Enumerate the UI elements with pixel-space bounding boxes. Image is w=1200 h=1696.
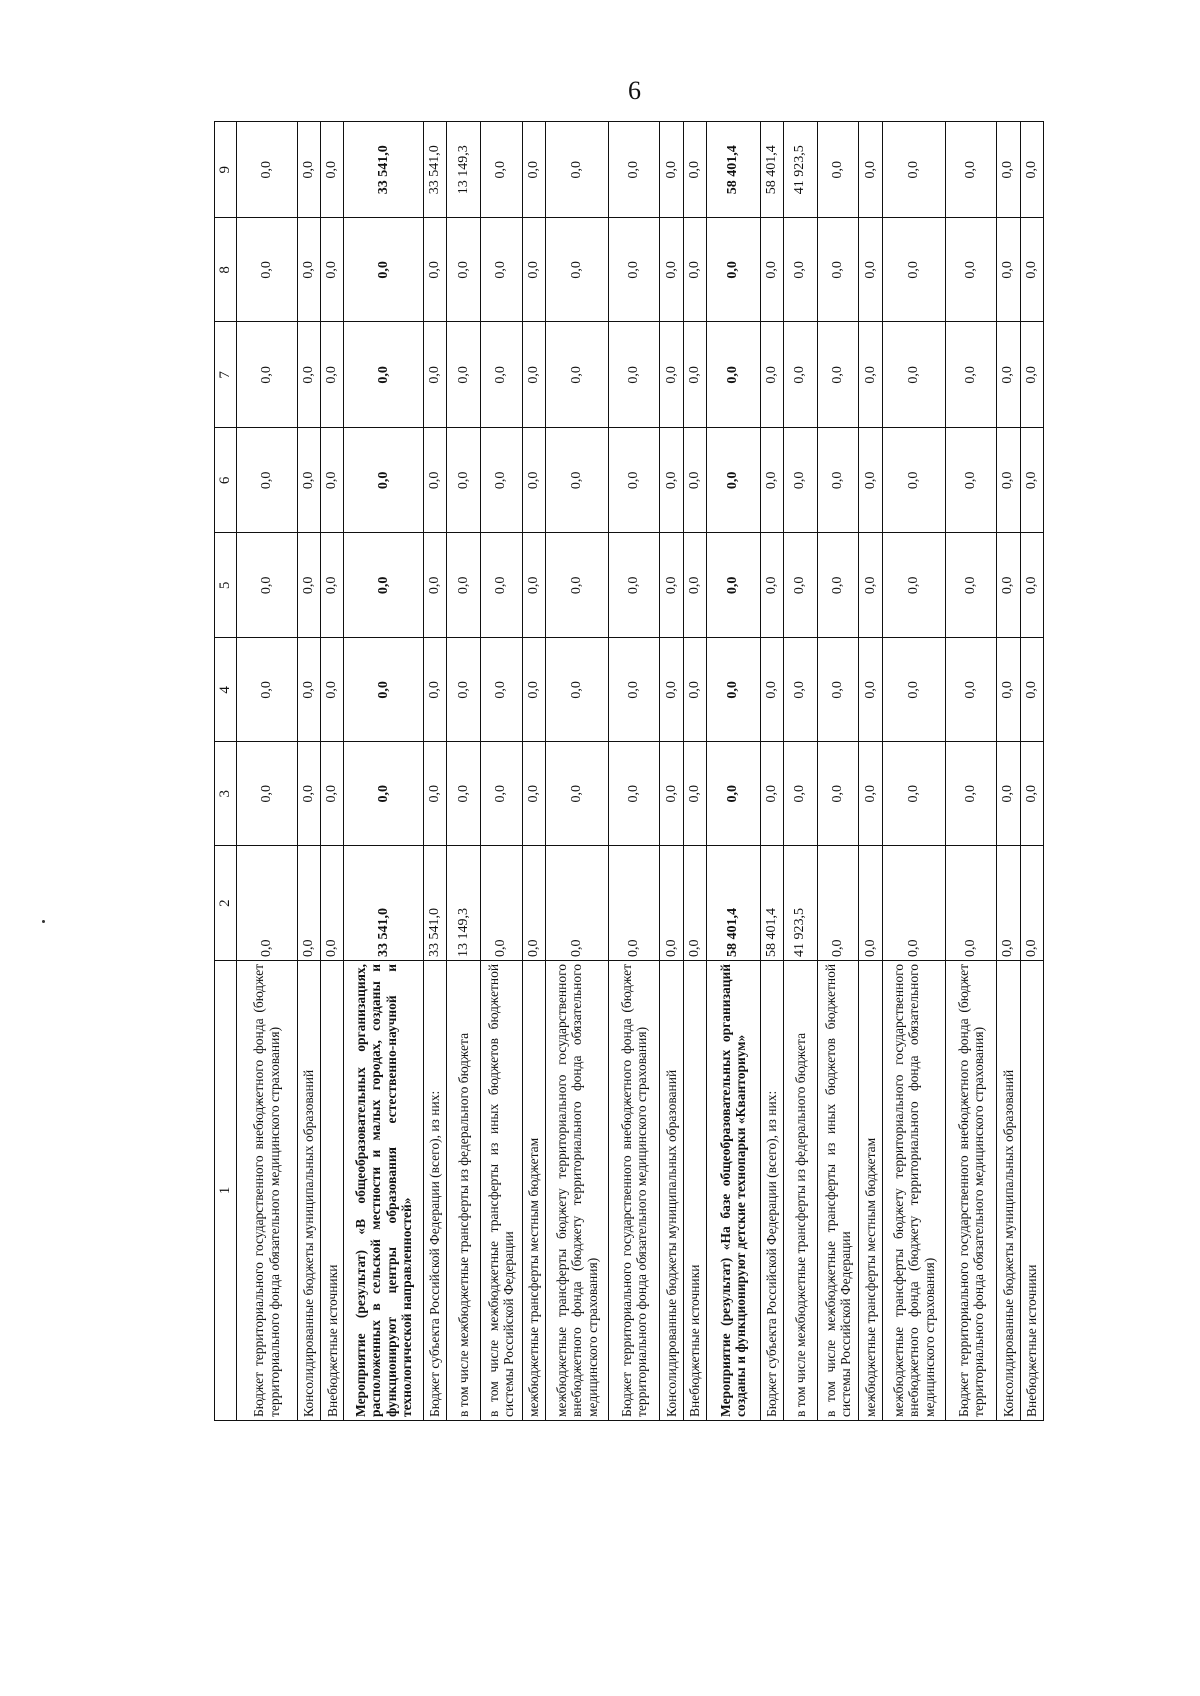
- row-label: в том числе межбюджетные трансферты из федерального бюджета: [783, 960, 817, 1420]
- cell-col-5: 0,0: [522, 533, 545, 638]
- cell-col-9: 0,0: [818, 122, 859, 218]
- cell-col-4: 0,0: [609, 638, 660, 742]
- cell-col-9: 0,0: [321, 122, 344, 218]
- cell-col-8: 0,0: [660, 218, 683, 322]
- cell-col-4: 0,0: [297, 638, 320, 742]
- cell-col-7: 0,0: [297, 322, 320, 428]
- cell-col-7: 0,0: [882, 322, 945, 428]
- cell-col-7: 0,0: [522, 322, 545, 428]
- cell-col-5: 0,0: [783, 533, 817, 638]
- table-row: [818, 122, 859, 1421]
- cell-col-8: 0,0: [321, 218, 344, 322]
- cell-col-9: 58 401,4: [706, 122, 760, 218]
- cell-col-9: 0,0: [882, 122, 945, 218]
- cell-col-2: 0,0: [946, 846, 997, 961]
- budget-table: [214, 121, 1044, 1421]
- cell-col-5: 0,0: [423, 533, 446, 638]
- cell-col-9: 13 149,3: [447, 122, 481, 218]
- cell-col-3: 0,0: [818, 742, 859, 846]
- cell-col-8: 0,0: [859, 218, 882, 322]
- cell-col-8: 0,0: [545, 218, 608, 322]
- cell-col-2: 58 401,4: [706, 846, 760, 961]
- cell-col-7: 0,0: [344, 322, 423, 428]
- cell-col-9: 33 541,0: [344, 122, 423, 218]
- cell-col-4: 0,0: [344, 638, 423, 742]
- row-label: Консолидированные бюджеты муниципальных образований: [297, 960, 320, 1420]
- cell-col-6: 0,0: [447, 428, 481, 533]
- cell-col-7: 0,0: [783, 322, 817, 428]
- cell-col-2: 0,0: [321, 846, 344, 961]
- table-row: [447, 122, 481, 1421]
- cell-col-7: 0,0: [997, 322, 1020, 428]
- cell-col-9: 33 541,0: [423, 122, 446, 218]
- cell-col-6: 0,0: [882, 428, 945, 533]
- cell-col-8: 0,0: [609, 218, 660, 322]
- cell-col-9: 0,0: [522, 122, 545, 218]
- table-row: [946, 122, 997, 1421]
- cell-col-5: 0,0: [237, 533, 298, 638]
- cell-col-2: 0,0: [237, 846, 298, 961]
- cell-col-6: 0,0: [760, 428, 783, 533]
- column-header-6: 6: [215, 428, 237, 533]
- cell-col-9: 0,0: [481, 122, 522, 218]
- row-label: Внебюджетные источники: [1020, 960, 1043, 1420]
- cell-col-6: 0,0: [1020, 428, 1043, 533]
- column-header-1: 1: [215, 960, 237, 1420]
- cell-col-3: 0,0: [783, 742, 817, 846]
- cell-col-9: 0,0: [609, 122, 660, 218]
- cell-col-4: 0,0: [321, 638, 344, 742]
- cell-col-5: 0,0: [321, 533, 344, 638]
- cell-col-5: 0,0: [660, 533, 683, 638]
- cell-col-9: 0,0: [297, 122, 320, 218]
- cell-col-3: 0,0: [760, 742, 783, 846]
- table-row: [997, 122, 1020, 1421]
- table-header-row: [215, 122, 237, 1421]
- cell-col-8: 0,0: [706, 218, 760, 322]
- cell-col-2: 13 149,3: [447, 846, 481, 961]
- row-label: межбюджетные трансферты местным бюджетам: [522, 960, 545, 1420]
- table-row: [545, 122, 608, 1421]
- cell-col-2: 0,0: [859, 846, 882, 961]
- cell-col-3: 0,0: [859, 742, 882, 846]
- cell-col-2: 0,0: [660, 846, 683, 961]
- cell-col-6: 0,0: [297, 428, 320, 533]
- row-label: в том числе межбюджетные трансферты из иных бюджетов бюджетной системы Российской Федерации: [818, 960, 859, 1420]
- cell-col-8: 0,0: [344, 218, 423, 322]
- cell-col-9: 58 401,4: [760, 122, 783, 218]
- cell-col-7: 0,0: [321, 322, 344, 428]
- cell-col-3: 0,0: [609, 742, 660, 846]
- row-label: в том числе межбюджетные трансферты из иных бюджетов бюджетной системы Российской Федерации: [481, 960, 522, 1420]
- row-label: Бюджет субъекта Российской Федерации (всего), из них:: [423, 960, 446, 1420]
- cell-col-2: 33 541,0: [344, 846, 423, 961]
- cell-col-8: 0,0: [481, 218, 522, 322]
- cell-col-6: 0,0: [423, 428, 446, 533]
- cell-col-3: 0,0: [344, 742, 423, 846]
- cell-col-4: 0,0: [859, 638, 882, 742]
- cell-col-7: 0,0: [683, 322, 706, 428]
- column-header-3: 3: [215, 742, 237, 846]
- table-row: [522, 122, 545, 1421]
- table-row: [882, 122, 945, 1421]
- cell-col-8: 0,0: [882, 218, 945, 322]
- cell-col-6: 0,0: [522, 428, 545, 533]
- row-label: Мероприятие (результат) «На базе общеобразовательных организаций созданы и функционируют детские технопарки «Кванториум»: [706, 960, 760, 1420]
- row-label: в том числе межбюджетные трансферты из федерального бюджета: [447, 960, 481, 1420]
- cell-col-4: 0,0: [783, 638, 817, 742]
- cell-col-3: 0,0: [297, 742, 320, 846]
- cell-col-4: 0,0: [237, 638, 298, 742]
- cell-col-8: 0,0: [522, 218, 545, 322]
- cell-col-8: 0,0: [683, 218, 706, 322]
- cell-col-9: 0,0: [1020, 122, 1043, 218]
- cell-col-6: 0,0: [344, 428, 423, 533]
- row-label: Бюджет территориального государственного внебюджетного фонда (бюджет территориального фонда обязательного медицинского страхования): [237, 960, 298, 1420]
- cell-col-3: 0,0: [545, 742, 608, 846]
- cell-col-6: 0,0: [706, 428, 760, 533]
- cell-col-5: 0,0: [481, 533, 522, 638]
- cell-col-7: 0,0: [447, 322, 481, 428]
- cell-col-3: 0,0: [522, 742, 545, 846]
- cell-col-6: 0,0: [818, 428, 859, 533]
- row-label: межбюджетные трансферты местным бюджетам: [859, 960, 882, 1420]
- cell-col-9: 41 923,5: [783, 122, 817, 218]
- cell-col-2: 33 541,0: [423, 846, 446, 961]
- row-label: межбюджетные трансферты бюджету территориального государственного внебюджетного фонда (бюджету территориального фонда обязательного медицинского страхования): [882, 960, 945, 1420]
- cell-col-5: 0,0: [545, 533, 608, 638]
- cell-col-6: 0,0: [660, 428, 683, 533]
- row-label: Внебюджетные источники: [683, 960, 706, 1420]
- cell-col-8: 0,0: [946, 218, 997, 322]
- cell-col-9: 0,0: [545, 122, 608, 218]
- cell-col-4: 0,0: [706, 638, 760, 742]
- column-header-4: 4: [215, 638, 237, 742]
- cell-col-5: 0,0: [683, 533, 706, 638]
- cell-col-2: 0,0: [1020, 846, 1043, 961]
- row-label: Консолидированные бюджеты муниципальных образований: [660, 960, 683, 1420]
- cell-col-4: 0,0: [660, 638, 683, 742]
- cell-col-8: 0,0: [447, 218, 481, 322]
- cell-col-6: 0,0: [683, 428, 706, 533]
- cell-col-9: 0,0: [660, 122, 683, 218]
- cell-col-9: 0,0: [237, 122, 298, 218]
- table-row: [481, 122, 522, 1421]
- cell-col-9: 0,0: [997, 122, 1020, 218]
- cell-col-8: 0,0: [237, 218, 298, 322]
- column-header-2: 2: [215, 846, 237, 961]
- cell-col-4: 0,0: [760, 638, 783, 742]
- cell-col-8: 0,0: [760, 218, 783, 322]
- table-body: [237, 122, 1044, 1421]
- cell-col-4: 0,0: [882, 638, 945, 742]
- row-label: Бюджет территориального государственного внебюджетного фонда (бюджет территориального фонда обязательного медицинского страхования): [609, 960, 660, 1420]
- cell-col-3: 0,0: [660, 742, 683, 846]
- column-header-8: 8: [215, 218, 237, 322]
- table-row: [297, 122, 320, 1421]
- cell-col-8: 0,0: [783, 218, 817, 322]
- row-label: межбюджетные трансферты бюджету территориального государственного внебюджетного фонда (бюджету территориального фонда обязательного медицинского страхования): [545, 960, 608, 1420]
- cell-col-4: 0,0: [1020, 638, 1043, 742]
- cell-col-4: 0,0: [683, 638, 706, 742]
- cell-col-5: 0,0: [818, 533, 859, 638]
- row-label: Консолидированные бюджеты муниципальных образований: [997, 960, 1020, 1420]
- rotated-table-wrapper: [214, 121, 1044, 1421]
- column-header-7: 7: [215, 322, 237, 428]
- cell-col-6: 0,0: [783, 428, 817, 533]
- cell-col-9: 0,0: [946, 122, 997, 218]
- cell-col-6: 0,0: [859, 428, 882, 533]
- cell-col-3: 0,0: [683, 742, 706, 846]
- cell-col-4: 0,0: [946, 638, 997, 742]
- cell-col-7: 0,0: [609, 322, 660, 428]
- cell-col-3: 0,0: [946, 742, 997, 846]
- table-row: [423, 122, 446, 1421]
- cell-col-5: 0,0: [609, 533, 660, 638]
- cell-col-9: 0,0: [683, 122, 706, 218]
- table-row: [344, 122, 423, 1421]
- cell-col-8: 0,0: [818, 218, 859, 322]
- cell-col-7: 0,0: [760, 322, 783, 428]
- cell-col-2: 0,0: [997, 846, 1020, 961]
- cell-col-6: 0,0: [609, 428, 660, 533]
- table-row: [660, 122, 683, 1421]
- table-row: [321, 122, 344, 1421]
- cell-col-5: 0,0: [447, 533, 481, 638]
- row-label: Бюджет территориального государственного внебюджетного фонда (бюджет территориального фонда обязательного медицинского страхования): [946, 960, 997, 1420]
- cell-col-2: 0,0: [545, 846, 608, 961]
- cell-col-7: 0,0: [706, 322, 760, 428]
- cell-col-5: 0,0: [297, 533, 320, 638]
- cell-col-3: 0,0: [706, 742, 760, 846]
- cell-col-4: 0,0: [997, 638, 1020, 742]
- row-label: Мероприятие (результат) «В общеобразовательных организациях, расположенных в сельской местности и малых городах, созданы и функционируют центры образования естественно-научной и технологической направленностей»: [344, 960, 423, 1420]
- cell-col-2: 0,0: [297, 846, 320, 961]
- cell-col-5: 0,0: [760, 533, 783, 638]
- cell-col-3: 0,0: [1020, 742, 1043, 846]
- cell-col-8: 0,0: [997, 218, 1020, 322]
- cell-col-2: 0,0: [882, 846, 945, 961]
- cell-col-4: 0,0: [447, 638, 481, 742]
- cell-col-6: 0,0: [237, 428, 298, 533]
- cell-col-3: 0,0: [447, 742, 481, 846]
- table-row: [706, 122, 760, 1421]
- cell-col-4: 0,0: [481, 638, 522, 742]
- cell-col-7: 0,0: [237, 322, 298, 428]
- cell-col-3: 0,0: [423, 742, 446, 846]
- cell-col-6: 0,0: [481, 428, 522, 533]
- cell-col-7: 0,0: [818, 322, 859, 428]
- column-header-9: 9: [215, 122, 237, 218]
- cell-col-7: 0,0: [859, 322, 882, 428]
- cell-col-8: 0,0: [423, 218, 446, 322]
- scan-speck: [42, 920, 45, 923]
- table-row: [859, 122, 882, 1421]
- cell-col-3: 0,0: [321, 742, 344, 846]
- cell-col-7: 0,0: [1020, 322, 1043, 428]
- row-label: Внебюджетные источники: [321, 960, 344, 1420]
- cell-col-2: 41 923,5: [783, 846, 817, 961]
- table-row: [783, 122, 817, 1421]
- cell-col-5: 0,0: [997, 533, 1020, 638]
- table-row: [1020, 122, 1043, 1421]
- cell-col-4: 0,0: [818, 638, 859, 742]
- cell-col-6: 0,0: [946, 428, 997, 533]
- cell-col-2: 0,0: [818, 846, 859, 961]
- cell-col-6: 0,0: [997, 428, 1020, 533]
- cell-col-9: 0,0: [859, 122, 882, 218]
- cell-col-2: 0,0: [683, 846, 706, 961]
- cell-col-5: 0,0: [882, 533, 945, 638]
- cell-col-2: 58 401,4: [760, 846, 783, 961]
- column-header-5: 5: [215, 533, 237, 638]
- cell-col-7: 0,0: [660, 322, 683, 428]
- cell-col-5: 0,0: [1020, 533, 1043, 638]
- cell-col-4: 0,0: [522, 638, 545, 742]
- cell-col-2: 0,0: [481, 846, 522, 961]
- cell-col-4: 0,0: [545, 638, 608, 742]
- cell-col-3: 0,0: [882, 742, 945, 846]
- cell-col-8: 0,0: [297, 218, 320, 322]
- cell-col-3: 0,0: [997, 742, 1020, 846]
- row-label: Бюджет субъекта Российской Федерации (всего), из них:: [760, 960, 783, 1420]
- cell-col-5: 0,0: [344, 533, 423, 638]
- cell-col-4: 0,0: [423, 638, 446, 742]
- cell-col-3: 0,0: [237, 742, 298, 846]
- cell-col-8: 0,0: [1020, 218, 1043, 322]
- table-row: [237, 122, 298, 1421]
- cell-col-6: 0,0: [545, 428, 608, 533]
- table-row: [760, 122, 783, 1421]
- cell-col-7: 0,0: [946, 322, 997, 428]
- cell-col-5: 0,0: [859, 533, 882, 638]
- cell-col-5: 0,0: [946, 533, 997, 638]
- cell-col-5: 0,0: [706, 533, 760, 638]
- cell-col-7: 0,0: [545, 322, 608, 428]
- cell-col-7: 0,0: [481, 322, 522, 428]
- cell-col-7: 0,0: [423, 322, 446, 428]
- cell-col-3: 0,0: [481, 742, 522, 846]
- table-row: [609, 122, 660, 1421]
- cell-col-2: 0,0: [609, 846, 660, 961]
- cell-col-6: 0,0: [321, 428, 344, 533]
- page-number: 6: [628, 76, 641, 105]
- table-row: [683, 122, 706, 1421]
- cell-col-2: 0,0: [522, 846, 545, 961]
